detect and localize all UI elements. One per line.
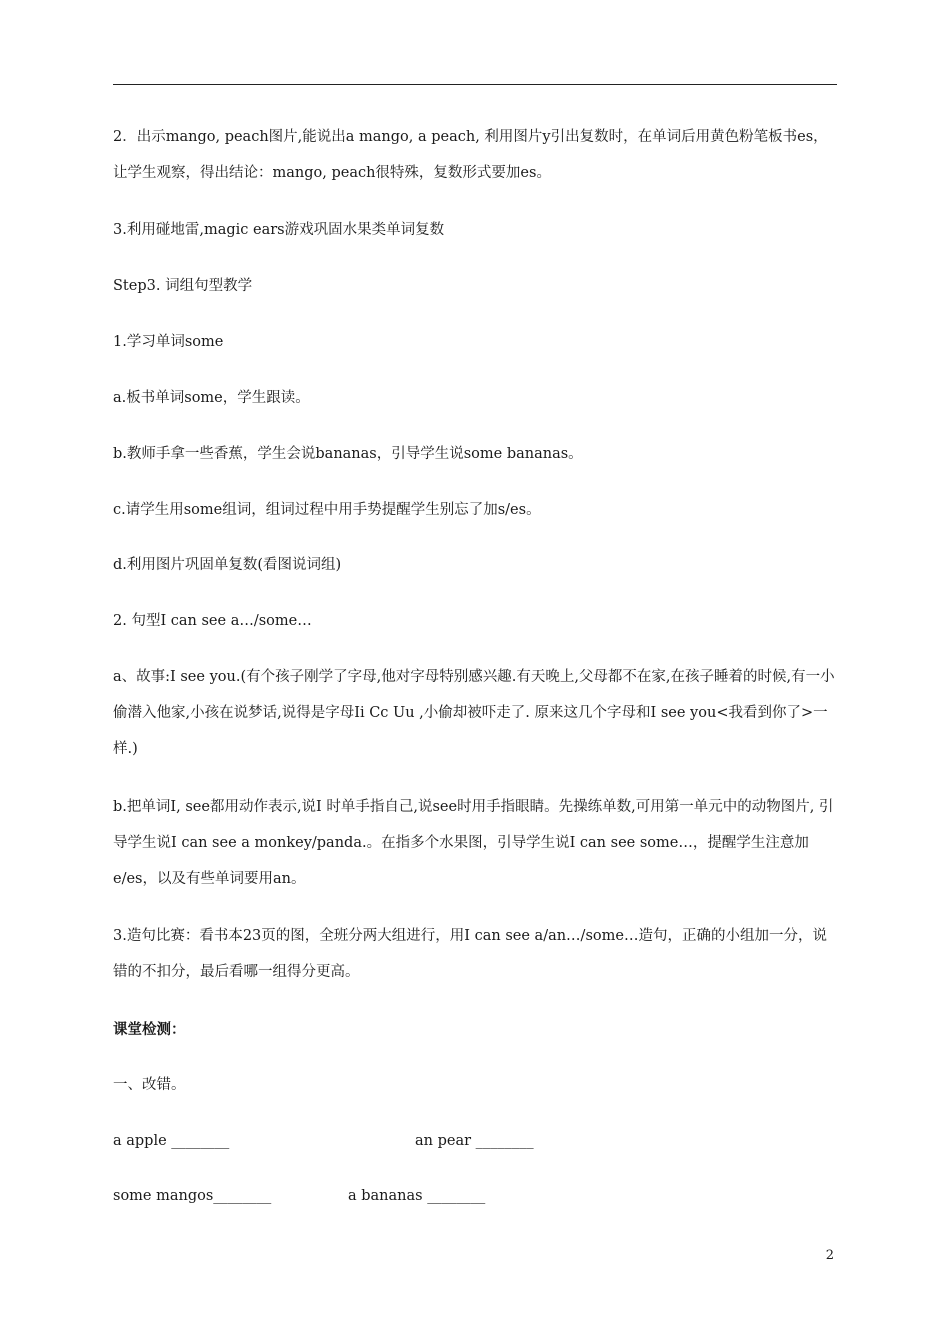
paragraph-magic-ears: 3.利用碰地雷,magic ears游戏巩固水果类单词复数: [113, 222, 445, 238]
section-title: 课堂检测：: [113, 1021, 186, 1038]
exercise-item: some mangos________: [113, 1188, 272, 1204]
exercise-item: a bananas ________: [348, 1188, 486, 1204]
paragraph-story: a、故事:I see you.(有个孩子刚学了字母,他对字母特别感兴趣.有天晚上,父母都不在家,在孩子睡着的时候,有一小偷潜入他家,小孩在说梦话,说得是字母Ii Cc Uu ,小偷却被吓走了. 原来这几个字母和I see you<我看到你了>一样.): [113, 669, 835, 757]
exercise-item: a apple ________: [113, 1133, 230, 1149]
paragraph-d: d.利用图片巩固单复数(看图说词组): [113, 557, 342, 573]
step3-heading: Step3. 词组句型教学: [113, 278, 253, 294]
paragraph-sentence-pattern: 2. 句型I can see a…/some…: [113, 613, 312, 629]
section-subtitle: 一、改错。: [113, 1077, 186, 1093]
header-rule: [113, 84, 837, 85]
page-number: 2: [825, 1248, 834, 1263]
paragraph-mango-peach: 2．出示mango, peach图片,能说出a mango, a peach, 利用图片y引出复数时，在单词后用黄色粉笔板书es，让学生观察，得出结论：mango, peach很特殊，复数形式要加es。: [113, 129, 828, 181]
paragraph-competition: 3.造句比赛：看书本23页的图，全班分两大组进行，用I can see a/an…/some…造句，正确的小组加一分，说错的不扣分，最后看哪一组得分更高。: [113, 928, 827, 980]
paragraph-learn-some: 1.学习单词some: [113, 334, 224, 350]
exercise-item: an pear ________: [415, 1133, 534, 1149]
paragraph-actions: b.把单词I, see都用动作表示,说I 时单手指自己,说see时用手指眼睛。先操练单数,可用第一单元中的动物图片, 引导学生说I can see a monkey/panda.。在指多个水果图，引导学生说I can see some…，提醒学生注意加e/es，以及有些单词要用an。: [113, 799, 834, 887]
paragraph-a: a.板书单词some，学生跟读。: [113, 390, 310, 406]
paragraph-b: b.教师手拿一些香蕉，学生会说bananas，引导学生说some bananas。: [113, 446, 583, 462]
paragraph-c: c.请学生用some组词，组词过程中用手势提醒学生别忘了加s/es。: [113, 502, 541, 518]
